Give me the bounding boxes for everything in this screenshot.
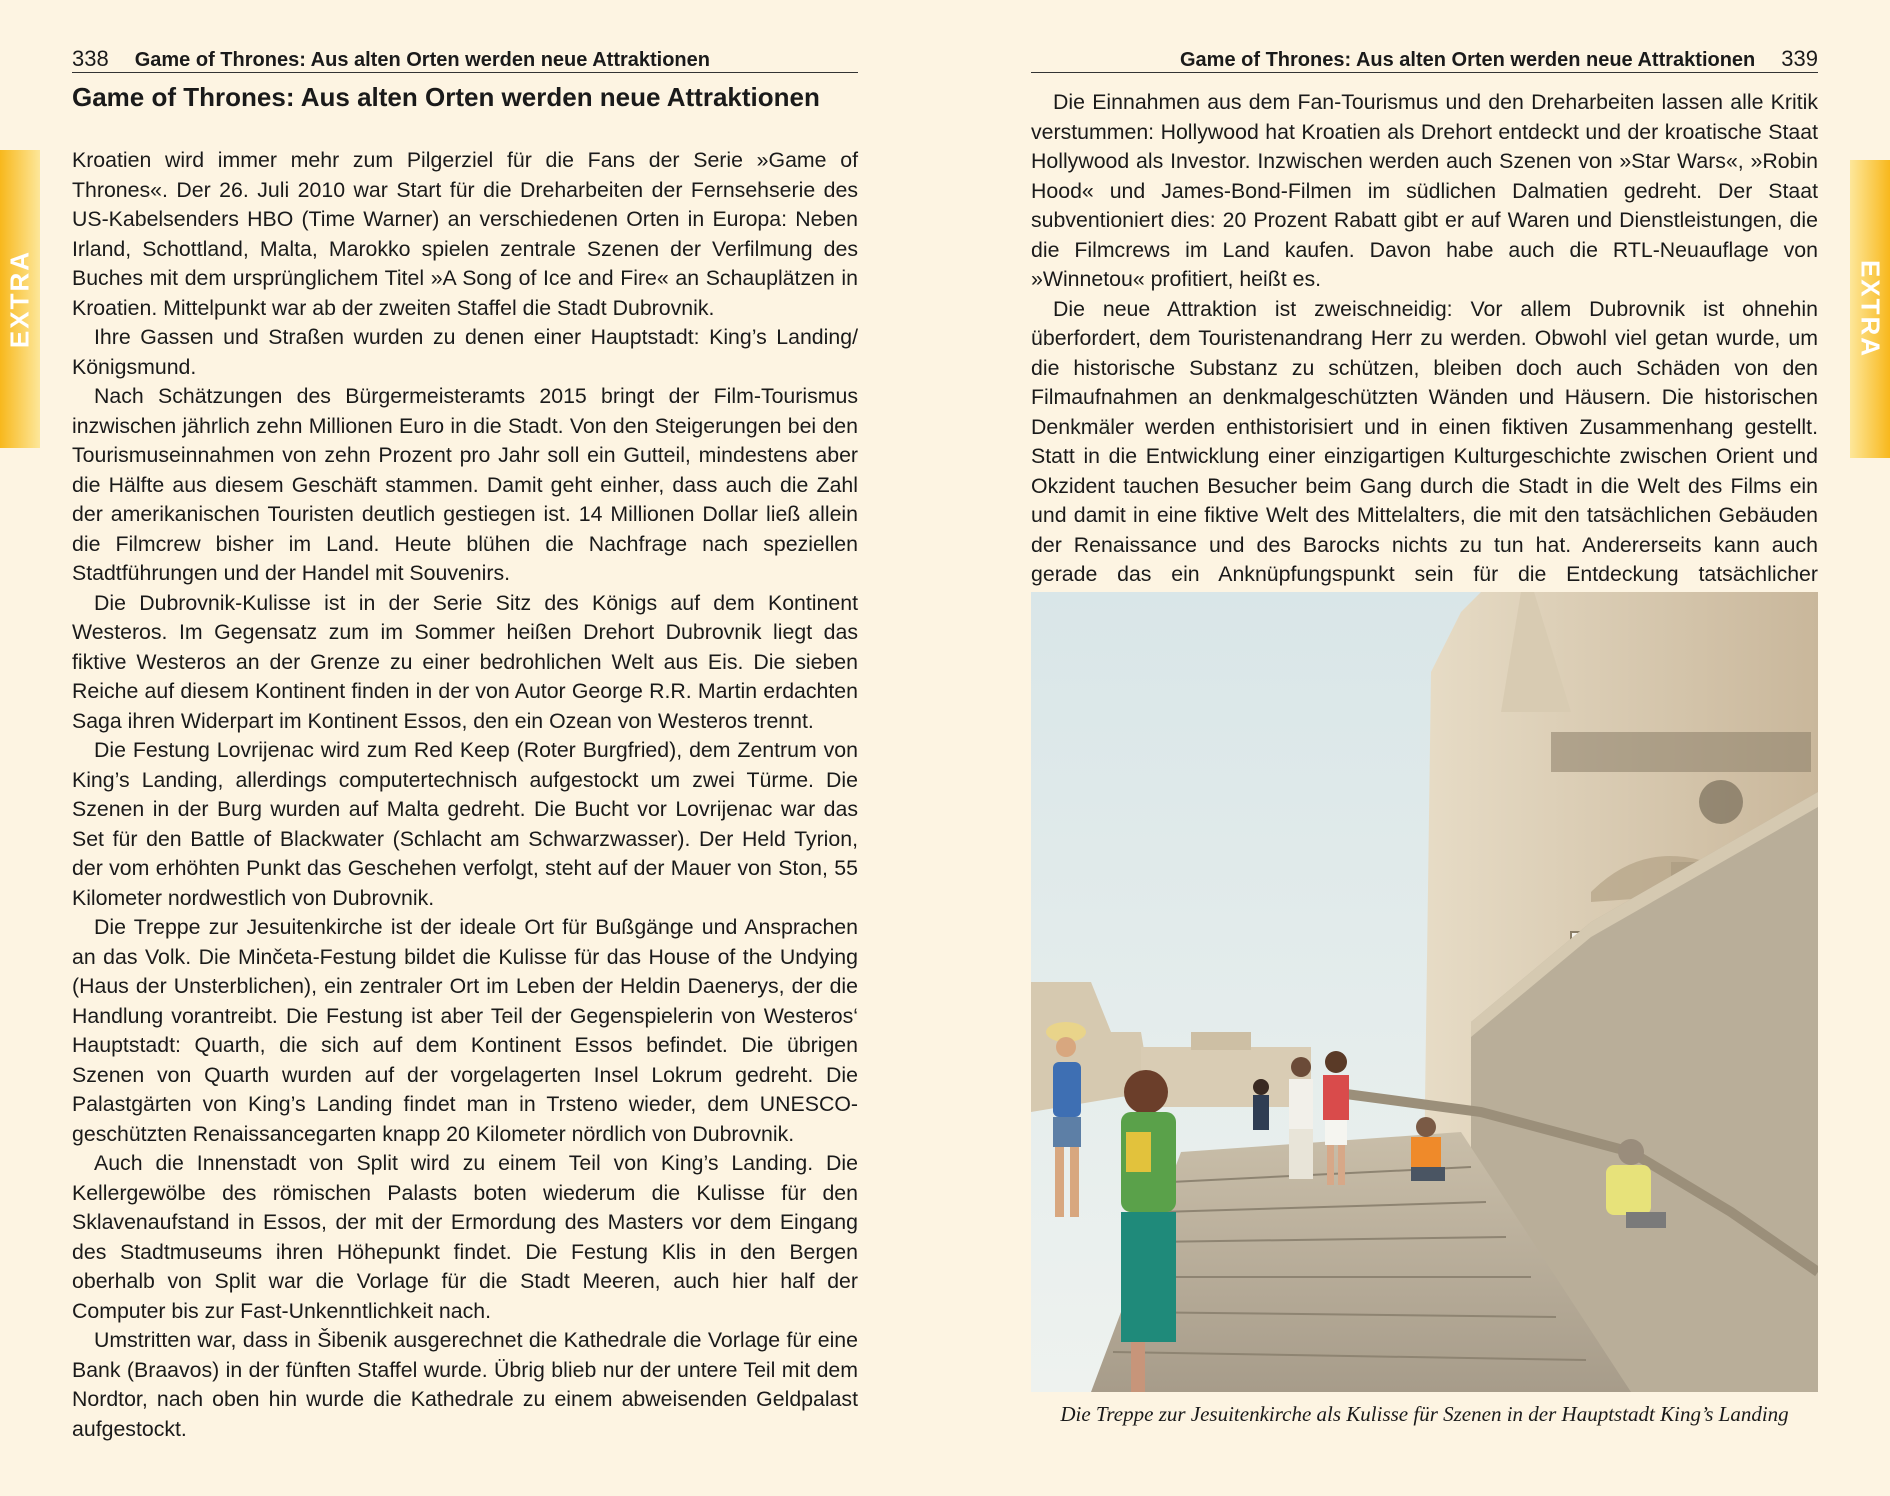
extra-tab-label: EXTRA — [1855, 259, 1886, 359]
paragraph: Die neue Attraktion ist zweischneidig: Vor allem Dubrovnik ist ohnehin überfordert, dem Touristenandrang Herr zu werden. Obwohl viel getan wurde, um die historische Substanz zu schützen, bleiben doch auch Schäden von den Filmaufnahmen an denkmalgeschützten Wänden und Häusern. Die historischen Denkmäler werden enthistorisiert und in einen fiktiven Zusammenhang gestellt. Statt in die Entwicklung einer einzigartigen Kulturgeschichte zwischen Orient und Okzident tauchen Besucher beim Gang durch die Stadt in die Welt des Films ein und damit in eine fiktive Welt des Mittelalters, die mit den tatsächlichen Gebäuden der Renaissance und des Barocks nichts zu tun hat. Andererseits kann auch gerade das ein Anknüpfungspunkt sein für die Entdeckung tatsächlicher — [1031, 296, 1818, 586]
extra-tab-label: EXTRA — [4, 249, 35, 349]
running-head-title: Game of Thrones: Aus alten Orten werden neue Attraktionen — [1180, 49, 1756, 71]
paragraph: Die Einnahmen aus dem Fan-Tourismus und den Dreharbeiten lassen alle Kritik verstummen: Hollywood hat Kroatien als Drehort entdeckt und der kroatische Staat Hollywood als Investor. Inzwischen werden auch Szenen von »Star Wars«, »Robin Hood« und James-Bond-Filmen im südlichen Dalmatien gedreht. Der Staat subventioniert dies: 20 Prozent Rabatt gibt er auf Waren und Dienstleistungen, die die Filmcrews im Land kaufen. Davon habe auch die RTL-Neuauflage von »Winnetou« profitiert, heißt es. — [1031, 90, 1818, 291]
right-page — [945, 0, 1890, 1496]
paragraph: Umstritten war, dass in Šibenik ausgerechnet die Kathedrale die Vorlage für eine Bank (Braavos) in der fünften Staffel wurde. Übrig blieb nur der untere Teil mit dem Nordtor, nach oben hin wurde die Kathedrale zu einem abweisenden Geldpalast aufgestockt. — [72, 1328, 858, 1441]
body-text — [1031, 88, 1818, 619]
running-head — [72, 46, 858, 73]
extra-side-tab — [0, 150, 40, 448]
article-heading: Game of Thrones: Aus alten Orten werden neue Attraktionen — [72, 82, 820, 112]
paragraph: Auch die Innenstadt von Split wird zu einem Teil von King’s Landing. Die Kellergewölbe des römischen Palasts boten wiederum die Kulisse für den Sklavenaufstand in Essos, der mit der Ermordung des Masters vor dem Eingang des Stadtmuseums ihren Höhepunkt findet. Die Festung Klis in den Bergen oberhalb von Split war die Vorlage für die Stadt Meeren, auch hier half der Computer bis zur Fast-Unkenntlichkeit nach. — [72, 1151, 858, 1323]
extra-side-tab — [1850, 160, 1890, 458]
paragraph: Kroatien wird immer mehr zum Pilgerziel für die Fans der Serie »Game of Thrones«. Der 26. Juli 2010 war Start für die Dreharbeiten der Fernsehserie des US-Kabelsenders HBO (Time Warner) an verschiedenen Orten in Europa: Neben Irland, Schottland, Malta, Marokko spielen zentrale Szenen der Verfilmung des Buches mit dem ursprünglichem Titel »A Song of Ice and Fire« an Schauplätzen in Kroatien. Mittelpunkt war ab der zweiten Staffel die Stadt Dubrovnik. — [72, 148, 858, 320]
paragraph: Die Treppe zur Jesuitenkirche ist der ideale Ort für Bußgänge und Ansprachen an das Volk. Die Minčeta-Festung bildet die Kulisse für das House of the Undying (Haus der Unsterblichen), ein zentraler Ort im Leben der Heldin Daenerys, der die Handlung vorantreibt. Die Festung ist aber Teil der Gegenspielerin von Westeros‘ Hauptstadt: Quarth, die sich auf dem Kontinent Essos befindet. Die übrigen Szenen von Quarth wurden auf der vorgelagerten Insel Lokrum gedreht. Die Palastgärten von King’s Landing findet man in Trsteno wieder, dem UNESCO-geschützten Renaissancegarten knapp 20 Kilometer nördlich von Dubrovnik. — [72, 915, 858, 1146]
paragraph: Die Dubrovnik-Kulisse ist in der Serie Sitz des Königs auf dem Kontinent Westeros. Im Gegensatz zum im Sommer heißen Drehort Dubrovnik liegt das fiktive Westeros an der Grenze zu einer bedrohlichen Welt aus Eis. Die sieben Reiche auf diesem Kontinent finden in der von Autor George R.R. Martin erdachten Saga ihren Widerpart im Kontinent Essos, den ein Ozean von Westeros trennt. — [72, 590, 858, 733]
photo-caption: Die Treppe zur Jesuitenkirche als Kulisse für Szenen in der Hauptstadt King’s Landing — [1060, 1402, 1789, 1426]
running-head-title: Game of Thrones: Aus alten Orten werden neue Attraktionen — [134, 49, 710, 71]
page-number: 339 — [1781, 46, 1818, 71]
page-number: 338 — [72, 46, 109, 71]
paragraph: Ihre Gassen und Straßen wurden zu denen einer Hauptstadt: King’s Landing/ Königsmund. — [72, 325, 858, 379]
paragraph: Nach Schätzungen des Bürgermeisteramts 2015 bringt der Film-Tourismus inzwischen jährlich zehn Millionen Euro in die Stadt. Von den Steigerungen bei den Tourismuseinnahmen von zehn Prozent pro Jahr soll ein Gutteil, mindestens aber die Hälfte aus diesem Geschäft stammen. Damit geht einher, dass auch die Zahl der amerikanischen Touristen deutlich gestiegen ist. 14 Millionen Dollar ließ allein die Filmcrew bisher im Land. Heute blühen die Nachfrage nach speziellen Stadtführungen und der Handel mit Souvenirs. — [72, 384, 858, 585]
body-text — [72, 146, 858, 1444]
running-head — [1031, 46, 1818, 73]
paragraph: Die Festung Lovrijenac wird zum Red Keep (Roter Burgfried), dem Zentrum von King’s Landing, allerdings computertechnisch aufgestockt um zwei Türme. Die Szenen in der Burg wurden auf Malta gedreht. Die Bucht vor Lovrijenac war das Set für den Battle of Blackwater (Schlacht am Schwarzwasser). Der Held Tyrion, der vom erhöhten Punkt das Geschehen verfolgt, steht auf der Mauer von Ston, 55 Kilometer nordwestlich von Dubrovnik. — [72, 738, 858, 910]
jesuit-stairs-photo — [1031, 592, 1818, 1392]
